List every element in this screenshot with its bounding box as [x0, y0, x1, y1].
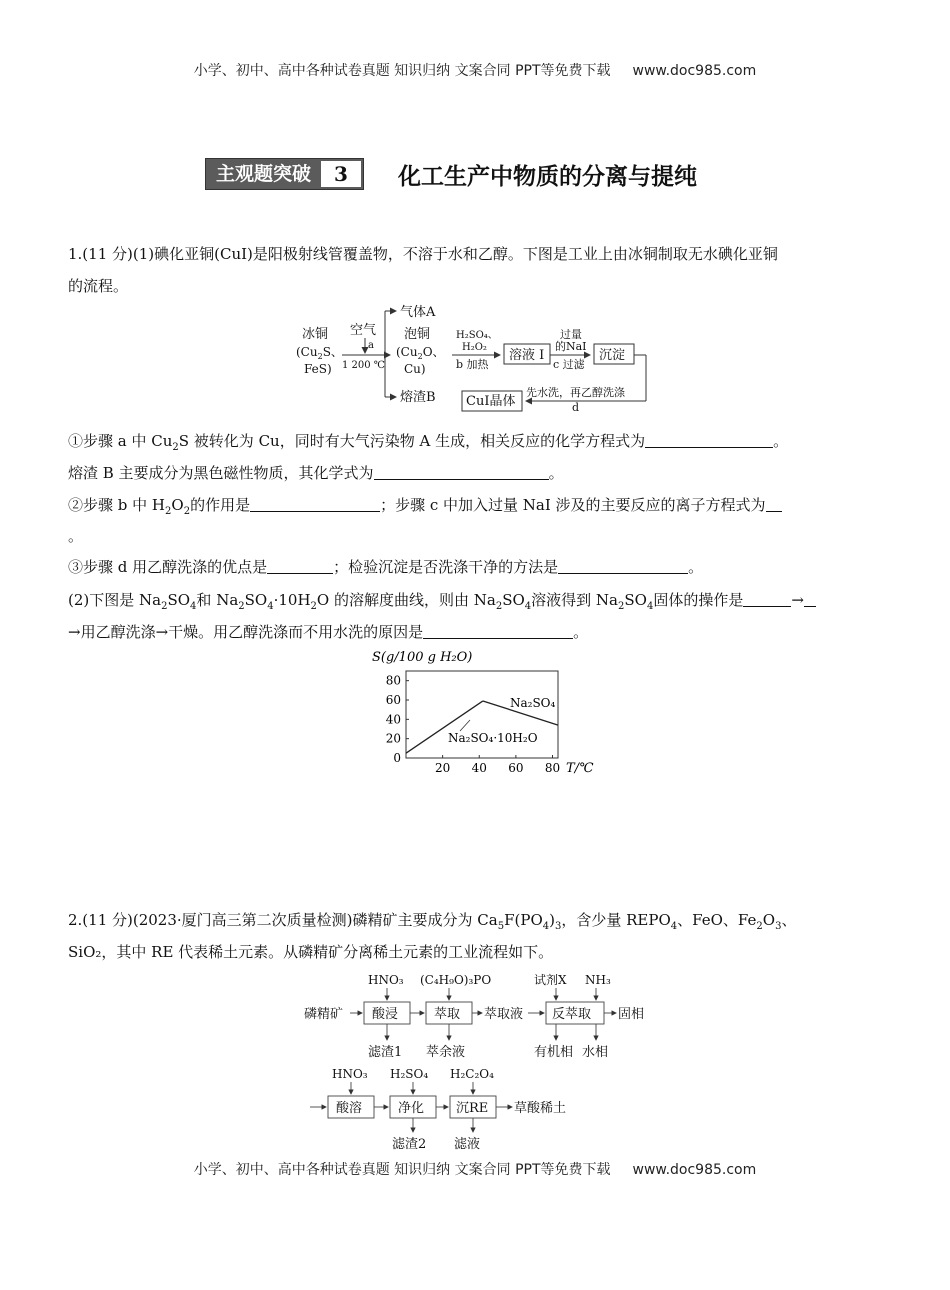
ice-formula-b: S、 — [322, 345, 343, 359]
chart-ylabel: S(g/100 g H₂O) — [372, 650, 473, 665]
precip-label: 沉淀 — [599, 348, 626, 363]
answer-blank-9[interactable] — [423, 622, 573, 639]
step-d-label: d — [572, 401, 580, 414]
section-title — [205, 158, 697, 190]
raffinate-label: 萃余液 — [426, 1045, 466, 1060]
acid-leach-label: 酸浸 — [372, 1007, 399, 1022]
step-c-label: c 过滤 — [553, 358, 585, 371]
nai-label: 的NaI — [555, 340, 587, 353]
answer-blank-3[interactable] — [250, 495, 380, 512]
q1-step3: ③步骤 d 用乙醇洗涤的优点是 ；检验沉淀是否洗涤干净的方法是 。 — [68, 558, 704, 576]
solubility-chart — [360, 645, 600, 780]
reagent-x-label: 试剂X — [534, 973, 567, 987]
reagent-b1: H₂SO₄、 — [456, 330, 498, 341]
organic-label: 有机相 — [534, 1045, 574, 1060]
blister-label: 泡铜 — [404, 327, 431, 342]
flowchart-1 — [290, 298, 660, 418]
label-pointer — [460, 720, 470, 731]
nh3-label: NH₃ — [585, 973, 611, 987]
y-tick-label: 0 — [393, 751, 401, 765]
purify-label: 净化 — [398, 1101, 425, 1116]
page-footer — [0, 1159, 950, 1179]
header-url[interactable]: www.doc985.com — [632, 63, 757, 79]
title-badge — [205, 158, 364, 190]
y-tick-label: 80 — [385, 673, 401, 688]
y-tick-label: 40 — [385, 712, 401, 727]
h2so4-label: H₂SO₄ — [390, 1067, 429, 1081]
answer-blank-8[interactable] — [804, 590, 816, 607]
product-label: 草酸稀土 — [514, 1101, 567, 1116]
x-tick-label: 20 — [434, 761, 451, 775]
cui-crystal-label: CuI晶体 — [466, 394, 516, 409]
header-text: 小学、初中、高中各种试卷真题 知识归纳 文案合同 PPT等免费下载 — [193, 63, 611, 79]
blister-sub: 2 — [417, 352, 423, 361]
page-title: 化工生产中物质的分离与提纯 — [398, 163, 698, 190]
temp-label: 1 200 ℃ — [342, 360, 385, 371]
h2c2o4-label: H₂C₂O₄ — [450, 1067, 494, 1081]
ore-label: 磷精矿 — [304, 1007, 344, 1022]
ice-formula-sub: 2 — [317, 352, 323, 361]
q1-step1: ①步骤 a 中 $Cu_2S$ 被转化为 Cu，同时有大气污染物 A 生成，相关反应的化学方程式为 。 — [68, 432, 789, 453]
footer-url[interactable]: www.doc985.com — [632, 1162, 757, 1178]
excess-label: 过量 — [560, 328, 582, 341]
back-extract-label: 反萃取 — [552, 1007, 592, 1022]
tbp-label: (C₄H₉O)₃PO — [420, 973, 492, 987]
q1-part2b: →用乙醇洗涤→干燥。用乙醇洗涤而不用水洗的原因是 。 — [68, 623, 589, 641]
answer-blank-5[interactable] — [267, 557, 333, 574]
q1-step1b: 熔渣 B 主要成分为黑色磁性物质，其化学式为 。 — [68, 464, 564, 482]
q1-part2: (2)下图是 $Na_2SO_4$和 $Na_2SO_4\cdot 10H_2O$ 的溶解度曲线，则由 $Na_2SO_4$溶液得到 $Na_2SO_4$固体的操作是 → — [68, 590, 883, 617]
aqueous-label: 水相 — [582, 1045, 609, 1060]
gas-a-label: 气体A — [400, 305, 436, 320]
answer-blank-2[interactable] — [374, 463, 549, 480]
wash-label: 先水洗，再乙醇洗涤 — [526, 386, 625, 399]
q2-line1: 2.(11 分)(2023·厦门高三第二次质量检测)磷精矿主要成分为 $Ca_5F(PO_4)_3$，含少量 $REPO_4$、FeO、$Fe_2O_3$、 — [68, 911, 797, 932]
series-line-1 — [406, 701, 483, 753]
chart-xlabel: T/℃ — [566, 761, 594, 776]
svg-text:(Cu2O、 — [396, 345, 445, 361]
precip-re-label: 沉RE — [456, 1101, 489, 1116]
answer-blank-4[interactable] — [766, 495, 782, 512]
hno3-top-label: HNO₃ — [368, 973, 404, 987]
q1-line1: 1.(11 分)(1)碘化亚铜(CuI)是阳极射线管覆盖物，不溶于水和乙醇。下图是工业上由冰铜制取无水碘化亚铜 — [68, 245, 778, 263]
x-tick-label: 60 — [508, 761, 524, 775]
ice-fes-label: FeS) — [304, 362, 332, 376]
solution-i-label: 溶液 I — [509, 348, 545, 363]
ice-copper-label: 冰铜 — [302, 327, 329, 342]
reagent-b2: H₂O₂ — [462, 342, 487, 353]
x-tick-label: 40 — [471, 761, 487, 775]
step-b-label: b 加热 — [456, 358, 489, 371]
badge-text: 主观题突破 — [216, 163, 312, 185]
residue2-label: 滤渣2 — [392, 1137, 427, 1152]
slag-b-label: 熔渣B — [400, 390, 436, 405]
answer-blank-7[interactable] — [743, 590, 791, 607]
x-tick-label: 80 — [544, 761, 561, 775]
svg-text:(Cu2S、 — [296, 345, 343, 361]
label-na2so4: Na₂SO₄ — [510, 696, 556, 710]
q1-step2: ②步骤 b 中 $H_2O_2$的作用是 ；步骤 c 中加入过量 NaI 涉及的主要反应的离子方程式为 — [68, 495, 883, 522]
answer-blank-6[interactable] — [558, 557, 688, 574]
flowchart-2 — [300, 968, 660, 1160]
badge-number: 3 — [321, 161, 361, 187]
q1-line2: 的流程。 — [68, 277, 129, 295]
filtrate-label: 滤液 — [454, 1137, 481, 1152]
residue1-label: 滤渣1 — [368, 1045, 403, 1060]
y-tick-label: 20 — [385, 731, 401, 746]
air-label: 空气 — [350, 323, 377, 338]
extract-liquid-label: 萃取液 — [484, 1007, 524, 1022]
y-tick-label: 60 — [385, 693, 401, 707]
q2-line2: SiO₂，其中 RE 代表稀土元素。从磷精矿分离稀土元素的工业流程如下。 — [68, 943, 554, 961]
extract-label: 萃取 — [434, 1007, 461, 1022]
hno3-bottom-label: HNO₃ — [332, 1067, 368, 1081]
ice-formula-a: (Cu — [296, 345, 318, 359]
blister-b: O、 — [422, 345, 445, 359]
footer-text: 小学、初中、高中各种试卷真题 知识归纳 文案合同 PPT等免费下载 — [193, 1162, 611, 1178]
blister-c: Cu) — [404, 362, 426, 376]
acid-dissolve-label: 酸溶 — [336, 1101, 363, 1116]
q1-step2b: 。 — [68, 527, 84, 545]
label-na2so4-10h2o: Na₂SO₄·10H₂O — [448, 731, 538, 745]
page-header — [0, 60, 950, 80]
answer-blank-1[interactable] — [645, 431, 773, 448]
solid-label: 固相 — [618, 1007, 645, 1022]
step-a-label: a — [368, 340, 374, 351]
blister-a: (Cu — [396, 345, 418, 359]
